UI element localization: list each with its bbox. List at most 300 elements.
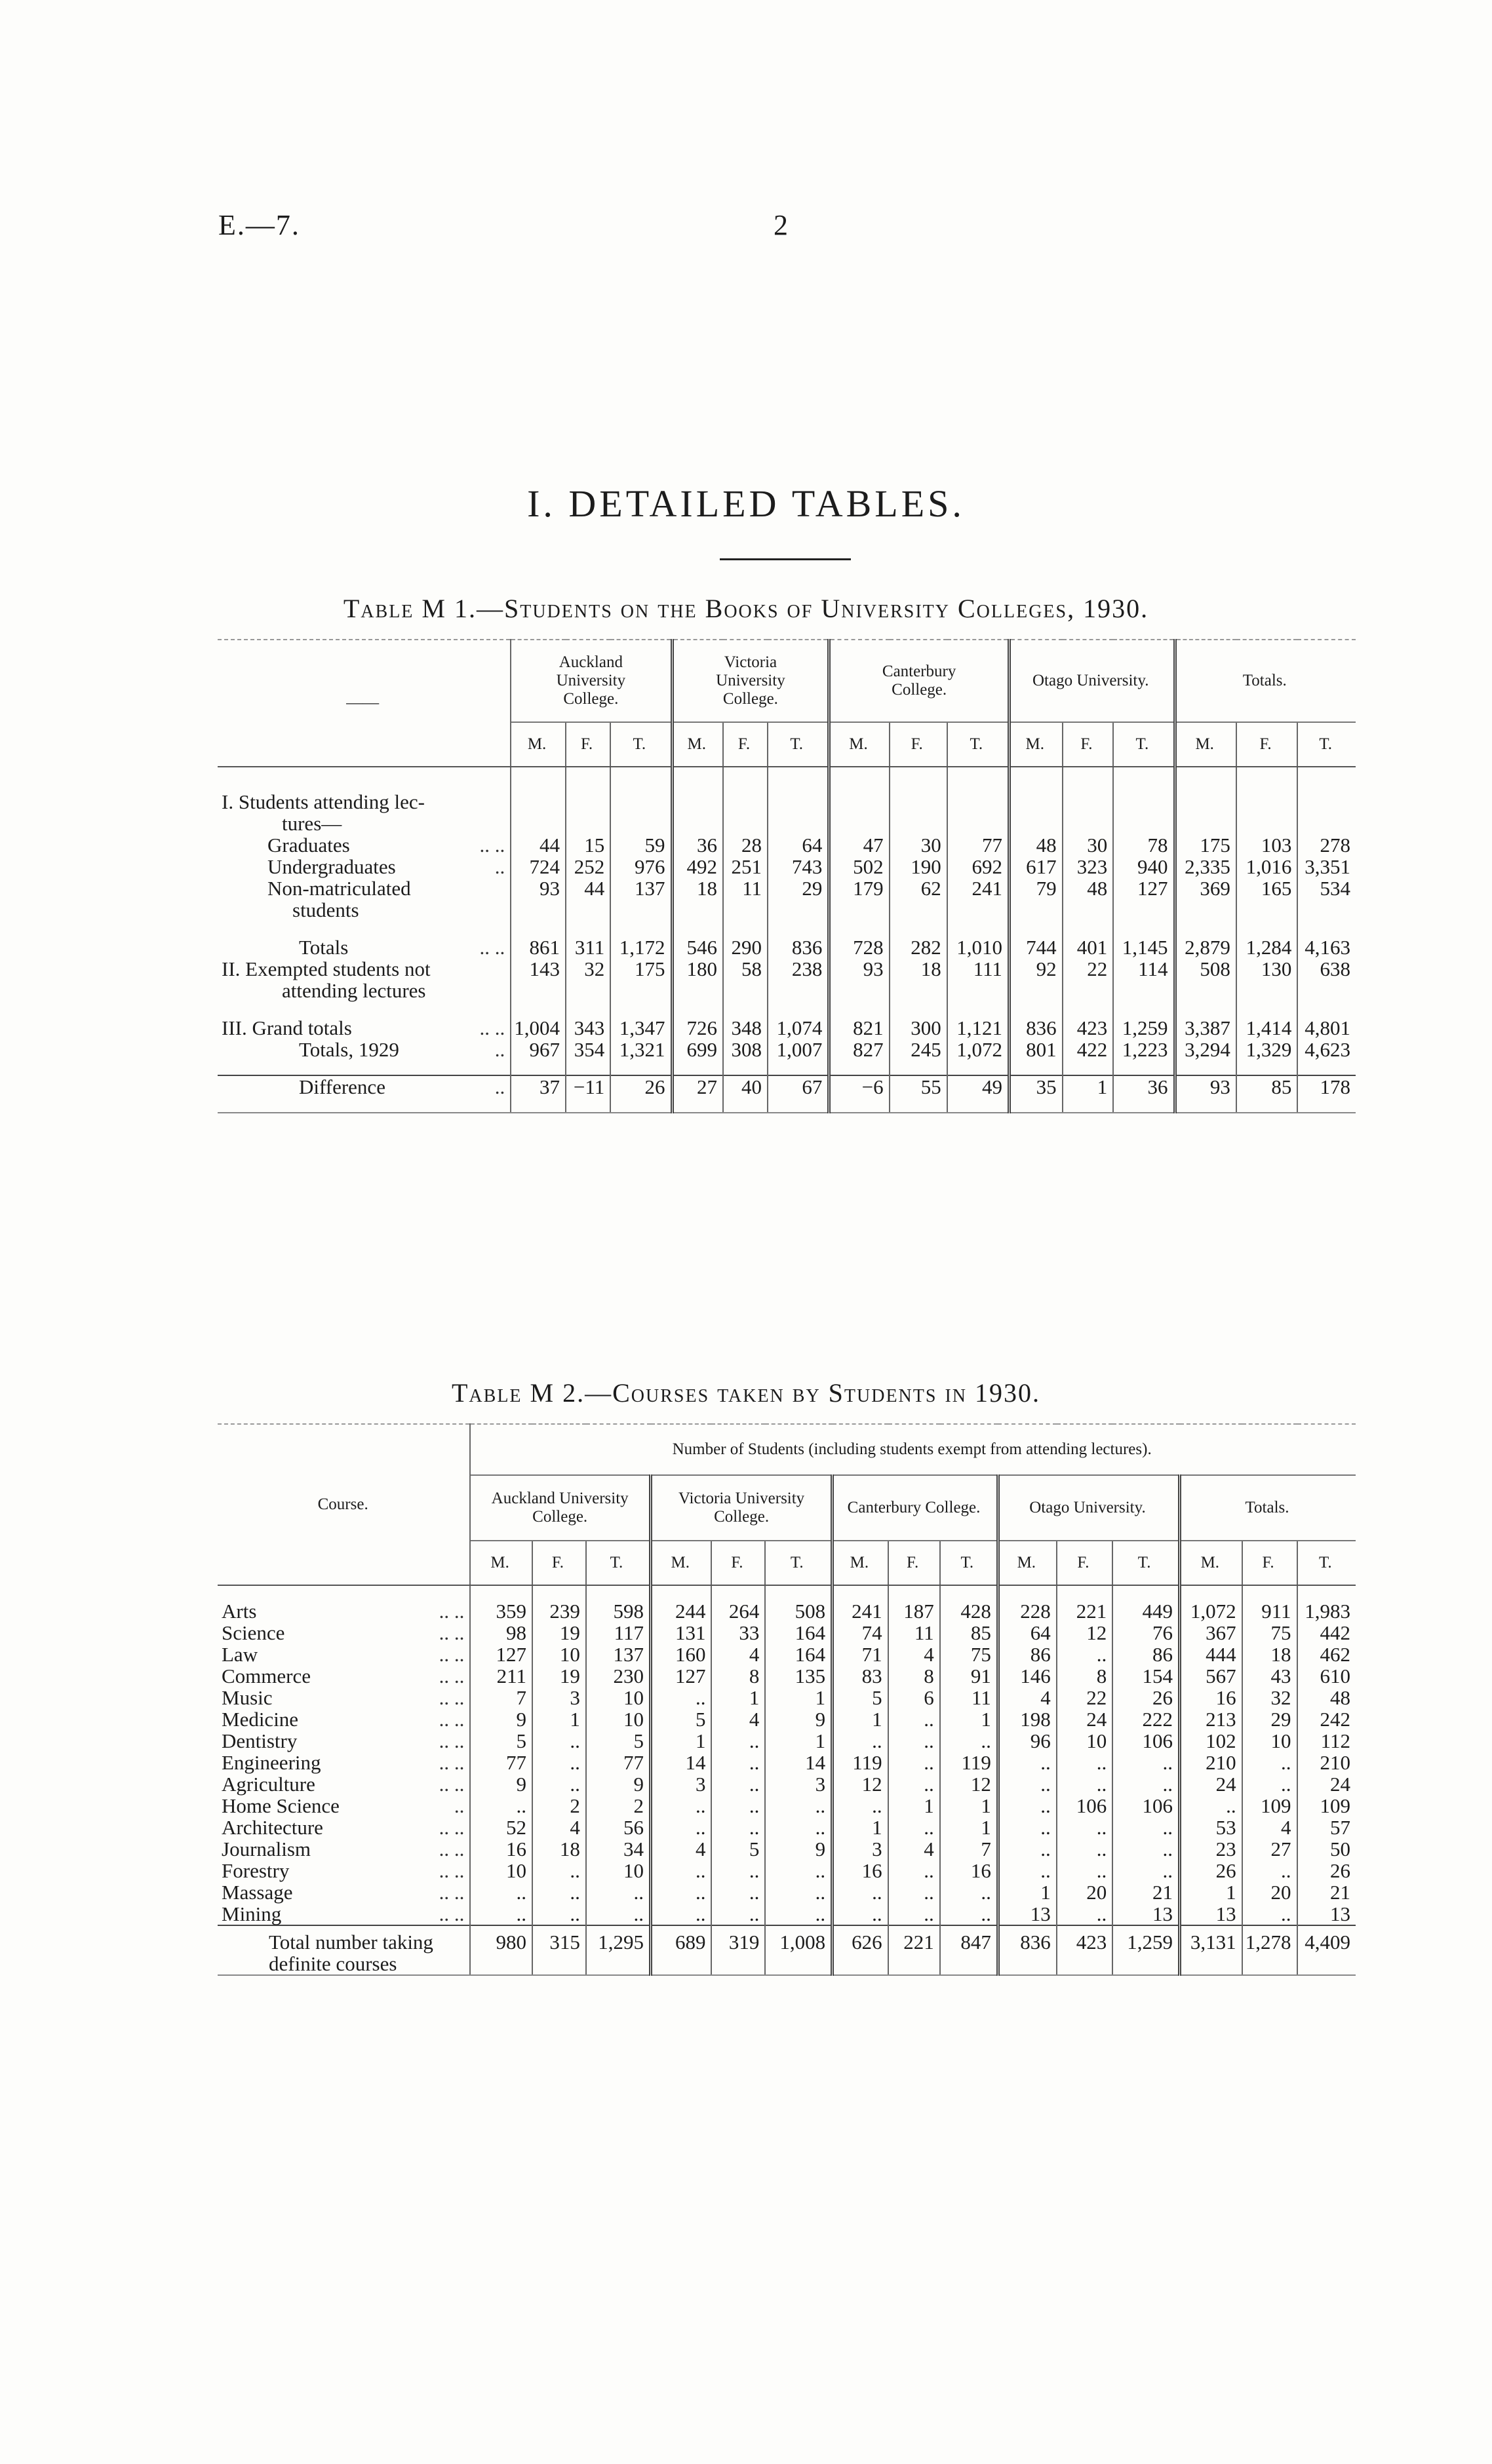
spacer-row bbox=[218, 1098, 1356, 1113]
cell-value: 29 bbox=[768, 877, 829, 921]
cell-value: 146 bbox=[998, 1665, 1056, 1687]
spacer-cell bbox=[511, 1060, 566, 1075]
spacer-cell bbox=[566, 921, 610, 936]
cell-value: 48 bbox=[1330, 1686, 1350, 1709]
table2-subheader-f: F. bbox=[1242, 1541, 1297, 1585]
spacer-cell bbox=[1297, 1060, 1356, 1075]
cell-value: 75 bbox=[940, 1644, 998, 1665]
cell-value: 7 bbox=[470, 1687, 532, 1708]
cell-value: 4 bbox=[888, 1644, 940, 1665]
table-row bbox=[218, 856, 1356, 877]
spacer-cell bbox=[586, 1585, 651, 1600]
cell-value: .. bbox=[888, 1860, 940, 1881]
row-label bbox=[218, 791, 511, 834]
spacer-cell bbox=[1063, 1001, 1114, 1017]
cell-value: 10 bbox=[586, 1708, 651, 1730]
cell-value: 164 bbox=[765, 1622, 832, 1644]
spacer-cell bbox=[1009, 1098, 1062, 1113]
cell-value: 48 bbox=[1009, 834, 1062, 856]
cell-value: 1,072 bbox=[947, 1039, 1010, 1060]
table2-span-header: Number of Students (including students exempt from attending lectures). bbox=[470, 1424, 1356, 1475]
cell-value: 178 bbox=[1297, 1075, 1356, 1098]
cell-value: .. bbox=[711, 1817, 765, 1838]
cell-value: 9 bbox=[586, 1773, 651, 1795]
cell-value bbox=[723, 791, 768, 834]
cell-value: 32 bbox=[566, 958, 610, 1001]
table1-subheader-m: M. bbox=[1009, 722, 1062, 767]
cell-value: 190 bbox=[890, 856, 947, 877]
spacer-row bbox=[218, 1585, 1356, 1600]
cell-value: 546 bbox=[672, 936, 723, 958]
spacer-cell bbox=[566, 1098, 610, 1113]
table1-group-auckland: Auckland University College. bbox=[511, 640, 672, 722]
cell-value: 26 bbox=[610, 1075, 672, 1098]
cell-value: .. bbox=[1057, 1773, 1113, 1795]
cell-value bbox=[672, 791, 723, 834]
cell-value: 598 bbox=[586, 1600, 651, 1622]
cell-value: 4 bbox=[711, 1708, 765, 1730]
row-label bbox=[218, 1665, 470, 1687]
table1-subheader-f: F. bbox=[1063, 722, 1114, 767]
leader-dots: .. bbox=[494, 855, 505, 878]
cell-value: 76 bbox=[1112, 1622, 1179, 1644]
cell-value: .. bbox=[470, 1903, 532, 1925]
leader-dots: .. .. bbox=[479, 936, 505, 959]
cell-value: .. bbox=[998, 1795, 1056, 1817]
spacer-cell bbox=[1063, 1098, 1114, 1113]
row-label-text: Non-matriculated bbox=[267, 877, 411, 900]
cell-value: .. bbox=[998, 1838, 1056, 1860]
cell-value: .. bbox=[1112, 1817, 1179, 1838]
row-label-text: Undergraduates bbox=[267, 855, 396, 878]
cell-value: .. bbox=[765, 1881, 832, 1903]
spacer-cell bbox=[511, 1098, 566, 1113]
table2-subheader-f: F. bbox=[888, 1541, 940, 1585]
cell-value: 1,008 bbox=[765, 1925, 832, 1975]
cell-value: 79 bbox=[1009, 877, 1062, 921]
spacer-cell bbox=[768, 921, 829, 936]
cell-value: 53 bbox=[1180, 1817, 1242, 1838]
cell-value: 43 bbox=[1242, 1665, 1297, 1687]
cell-value: .. bbox=[998, 1773, 1056, 1795]
row-label bbox=[218, 1752, 470, 1773]
spacer-cell bbox=[218, 1585, 470, 1600]
spacer-cell bbox=[651, 1585, 712, 1600]
cell-value: 8 bbox=[711, 1665, 765, 1687]
leader-dots: .. .. bbox=[479, 834, 505, 857]
cell-value: 1,259 bbox=[1112, 1925, 1179, 1975]
page-number: 2 bbox=[774, 209, 788, 241]
table1-subheader-f: F. bbox=[723, 722, 768, 767]
spacer-cell bbox=[1175, 1060, 1236, 1075]
cell-value: 109 bbox=[1320, 1794, 1350, 1817]
row-label bbox=[218, 1817, 470, 1838]
cell-value: 442 bbox=[1320, 1621, 1350, 1644]
spacer-cell bbox=[829, 1098, 890, 1113]
row-label-text: Medicine bbox=[222, 1708, 299, 1731]
table-row bbox=[218, 1903, 1356, 1925]
cell-value: 10 bbox=[532, 1644, 586, 1665]
cell-value: 77 bbox=[586, 1752, 651, 1773]
cell-value: 423 bbox=[1057, 1925, 1113, 1975]
table-row bbox=[218, 1817, 1356, 1838]
cell-value bbox=[768, 791, 829, 834]
spacer-cell bbox=[1063, 767, 1114, 791]
spacer-cell bbox=[672, 1001, 723, 1017]
cell-value: 98 bbox=[470, 1622, 532, 1644]
spacer-cell bbox=[890, 767, 947, 791]
spacer-cell bbox=[672, 921, 723, 936]
cell-value: 422 bbox=[1063, 1039, 1114, 1060]
cell-value: 2,335 bbox=[1175, 856, 1236, 877]
table1-group-canterbury: Canterbury College. bbox=[829, 640, 1010, 722]
table2-group-otago: Otago University. bbox=[998, 1475, 1179, 1541]
cell-value: 13 bbox=[1180, 1903, 1242, 1925]
leader-dots: .. .. bbox=[439, 1816, 465, 1839]
spacer-cell bbox=[711, 1585, 765, 1600]
spacer-cell bbox=[1175, 767, 1236, 791]
leader-dots: .. bbox=[454, 1794, 465, 1817]
cell-value: 114 bbox=[1113, 958, 1175, 1001]
table1-title-text: —Students on the Books of University Colleges, 1930. bbox=[476, 594, 1149, 623]
cell-value: 1 bbox=[765, 1730, 832, 1752]
cell-value: 93 bbox=[511, 877, 566, 921]
cell-value: 9 bbox=[470, 1773, 532, 1795]
cell-value: 117 bbox=[586, 1622, 651, 1644]
row-label bbox=[218, 1795, 470, 1817]
cell-value: 21 bbox=[1330, 1881, 1350, 1904]
row-label-text: Graduates bbox=[267, 834, 350, 857]
cell-value: 1 bbox=[711, 1687, 765, 1708]
table2-subheader-t: T. bbox=[586, 1541, 651, 1585]
cell-value: .. bbox=[651, 1687, 712, 1708]
cell-value: 9 bbox=[765, 1708, 832, 1730]
cell-value: 27 bbox=[672, 1075, 723, 1098]
cell-value: 62 bbox=[890, 877, 947, 921]
cell-value: .. bbox=[1180, 1795, 1242, 1817]
cell-value: .. bbox=[1057, 1817, 1113, 1838]
cell-value: 6 bbox=[888, 1687, 940, 1708]
cell-value: 241 bbox=[833, 1600, 888, 1622]
cell-value: 16 bbox=[470, 1838, 532, 1860]
leader-dots: .. .. bbox=[439, 1686, 465, 1709]
cell-value: 12 bbox=[833, 1773, 888, 1795]
cell-value: 44 bbox=[566, 877, 610, 921]
row-label bbox=[218, 1925, 470, 1975]
cell-value: 47 bbox=[829, 834, 890, 856]
cell-value: 23 bbox=[1180, 1838, 1242, 1860]
spacer-cell bbox=[1180, 1585, 1242, 1600]
spacer-cell bbox=[218, 921, 511, 936]
page-reference: E.—7. bbox=[218, 209, 300, 241]
table2-subheader-m: M. bbox=[470, 1541, 532, 1585]
cell-value: 10 bbox=[586, 1687, 651, 1708]
cell-value: 28 bbox=[723, 834, 768, 856]
table2-subheader-m: M. bbox=[998, 1541, 1056, 1585]
spacer-cell bbox=[940, 1585, 998, 1600]
cell-value: 744 bbox=[1009, 936, 1062, 958]
spacer-cell bbox=[998, 1585, 1056, 1600]
leader-dots: .. .. bbox=[439, 1859, 465, 1882]
cell-value: .. bbox=[1112, 1838, 1179, 1860]
cell-value: 127 bbox=[470, 1644, 532, 1665]
table1-subheader-m: M. bbox=[672, 722, 723, 767]
spacer-cell bbox=[947, 1098, 1010, 1113]
spacer-cell bbox=[1236, 1098, 1298, 1113]
table-row bbox=[218, 958, 1356, 1001]
title-rule bbox=[720, 558, 851, 560]
cell-value bbox=[511, 791, 566, 834]
row-label-text: I. Students attending lec- bbox=[222, 790, 425, 813]
cell-value: 67 bbox=[768, 1075, 829, 1098]
cell-value: 59 bbox=[610, 834, 672, 856]
cell-value: 1,074 bbox=[768, 1017, 829, 1039]
cell-value: 278 bbox=[1320, 834, 1350, 857]
spacer-cell bbox=[723, 1001, 768, 1017]
cell-value: 847 bbox=[940, 1925, 998, 1975]
cell-value: 109 bbox=[1242, 1795, 1297, 1817]
cell-value: 724 bbox=[511, 856, 566, 877]
cell-value: 1,072 bbox=[1180, 1600, 1242, 1622]
table1-body bbox=[218, 767, 1356, 1113]
cell-value: 239 bbox=[532, 1600, 586, 1622]
row-label-text: Mining bbox=[222, 1902, 282, 1925]
cell-value: −11 bbox=[566, 1075, 610, 1098]
row-label bbox=[218, 936, 511, 958]
row-label bbox=[218, 1644, 470, 1665]
spacer-cell bbox=[833, 1585, 888, 1600]
cell-value: 5 bbox=[833, 1687, 888, 1708]
cell-value: 44 bbox=[511, 834, 566, 856]
row-label-continuation: attending lectures bbox=[282, 979, 426, 1002]
total-row bbox=[218, 1925, 1356, 1975]
cell-value: .. bbox=[711, 1860, 765, 1881]
cell-value: 111 bbox=[947, 958, 1010, 1001]
table2-body bbox=[218, 1585, 1356, 1975]
cell-value: .. bbox=[940, 1730, 998, 1752]
cell-value: 18 bbox=[672, 877, 723, 921]
row-label-text: III. Grand totals bbox=[222, 1016, 352, 1039]
cell-value: 198 bbox=[998, 1708, 1056, 1730]
cell-value: 180 bbox=[672, 958, 723, 1001]
cell-value: 213 bbox=[1180, 1708, 1242, 1730]
cell-value bbox=[566, 791, 610, 834]
row-label-text: Difference bbox=[299, 1075, 385, 1098]
cell-value: 1,121 bbox=[947, 1017, 1010, 1039]
spacer-cell bbox=[1113, 921, 1175, 936]
cell-value: 106 bbox=[1112, 1795, 1179, 1817]
cell-value: 77 bbox=[947, 834, 1010, 856]
cell-value: 492 bbox=[672, 856, 723, 877]
main-title: I. DETAILED TABLES. bbox=[527, 482, 965, 525]
spacer-cell bbox=[1063, 1060, 1114, 1075]
cell-value: 2 bbox=[532, 1795, 586, 1817]
cell-value: 20 bbox=[1242, 1881, 1297, 1903]
cell-value: .. bbox=[940, 1881, 998, 1903]
cell-value: 92 bbox=[1009, 958, 1062, 1001]
cell-value: 187 bbox=[888, 1600, 940, 1622]
table1-subheader-t: T. bbox=[768, 722, 829, 767]
cell-value: 1 bbox=[651, 1730, 712, 1752]
cell-value: .. bbox=[998, 1817, 1056, 1838]
cell-value: .. bbox=[711, 1773, 765, 1795]
cell-value: .. bbox=[888, 1752, 940, 1773]
leader-dots: .. .. bbox=[439, 1773, 465, 1796]
cell-value: 311 bbox=[566, 936, 610, 958]
cell-value: 91 bbox=[940, 1665, 998, 1687]
leader-dots: .. .. bbox=[439, 1665, 465, 1687]
cell-value: .. bbox=[470, 1795, 532, 1817]
cell-value: 35 bbox=[1009, 1075, 1062, 1098]
cell-value: .. bbox=[765, 1795, 832, 1817]
cell-value: 16 bbox=[940, 1860, 998, 1881]
spacer-cell bbox=[566, 767, 610, 791]
cell-value: .. bbox=[888, 1903, 940, 1925]
cell-value bbox=[610, 791, 672, 834]
row-label bbox=[218, 1687, 470, 1708]
leader-dots: .. bbox=[494, 1075, 505, 1098]
cell-value: 1,223 bbox=[1113, 1039, 1175, 1060]
cell-value: 78 bbox=[1113, 834, 1175, 856]
cell-value: 18 bbox=[890, 958, 947, 1001]
cell-value: 1 bbox=[833, 1817, 888, 1838]
cell-value: 359 bbox=[470, 1600, 532, 1622]
cell-value: 911 bbox=[1242, 1600, 1297, 1622]
spacer-cell bbox=[1009, 1001, 1062, 1017]
cell-value: 221 bbox=[888, 1925, 940, 1975]
cell-value: 160 bbox=[651, 1644, 712, 1665]
cell-value: 1,329 bbox=[1236, 1039, 1298, 1060]
cell-value: .. bbox=[586, 1903, 651, 1925]
cell-value: 22 bbox=[1063, 958, 1114, 1001]
cell-value: 96 bbox=[998, 1730, 1056, 1752]
leader-dots: .. .. bbox=[439, 1708, 465, 1731]
cell-value: 5 bbox=[470, 1730, 532, 1752]
row-label-text: Agriculture bbox=[222, 1773, 315, 1796]
cell-value: 102 bbox=[1180, 1730, 1242, 1752]
table1-title bbox=[0, 593, 1492, 624]
cell-value: 3 bbox=[765, 1773, 832, 1795]
cell-value bbox=[890, 791, 947, 834]
cell-value: 3 bbox=[532, 1687, 586, 1708]
cell-value: 27 bbox=[1242, 1838, 1297, 1860]
cell-value: 13 bbox=[1112, 1903, 1179, 1925]
cell-value: 71 bbox=[833, 1644, 888, 1665]
cell-value: 36 bbox=[672, 834, 723, 856]
spacer-row bbox=[218, 921, 1356, 936]
row-label-text: Totals, 1929 bbox=[299, 1038, 399, 1061]
cell-value: 119 bbox=[940, 1752, 998, 1773]
spacer-cell bbox=[511, 921, 566, 936]
cell-value: .. bbox=[833, 1903, 888, 1925]
cell-value: 10 bbox=[1057, 1730, 1113, 1752]
row-label bbox=[218, 1039, 511, 1060]
table2-title-prefix: Table M 2. bbox=[451, 1378, 585, 1408]
cell-value: 14 bbox=[765, 1752, 832, 1773]
cell-value: 3 bbox=[833, 1838, 888, 1860]
table-row bbox=[218, 1708, 1356, 1730]
cell-value: .. bbox=[888, 1773, 940, 1795]
cell-value: .. bbox=[1242, 1860, 1297, 1881]
spacer-cell bbox=[672, 767, 723, 791]
row-label bbox=[218, 1881, 470, 1903]
cell-value: 24 bbox=[1330, 1773, 1350, 1796]
spacer-cell bbox=[1113, 1001, 1175, 1017]
cell-value: 93 bbox=[1175, 1075, 1236, 1098]
spacer-cell bbox=[723, 1060, 768, 1075]
table1-subheader-m: M. bbox=[511, 722, 566, 767]
cell-value: .. bbox=[765, 1860, 832, 1881]
table-row bbox=[218, 1017, 1356, 1039]
spacer-cell bbox=[1113, 1098, 1175, 1113]
cell-value: 210 bbox=[1180, 1752, 1242, 1773]
leader-dots: .. .. bbox=[439, 1881, 465, 1904]
cell-value: .. bbox=[998, 1752, 1056, 1773]
cell-value: .. bbox=[711, 1795, 765, 1817]
spacer-cell bbox=[890, 1001, 947, 1017]
cell-value: 32 bbox=[1242, 1687, 1297, 1708]
cell-value: 22 bbox=[1057, 1687, 1113, 1708]
spacer-cell bbox=[1009, 1060, 1062, 1075]
cell-value: 164 bbox=[765, 1644, 832, 1665]
cell-value: 85 bbox=[940, 1622, 998, 1644]
cell-value: 230 bbox=[586, 1665, 651, 1687]
table-row bbox=[218, 1644, 1356, 1665]
spacer-cell bbox=[1175, 1098, 1236, 1113]
spacer-cell bbox=[768, 767, 829, 791]
cell-value: 252 bbox=[566, 856, 610, 877]
cell-value: 228 bbox=[998, 1600, 1056, 1622]
cell-value: 264 bbox=[711, 1600, 765, 1622]
spacer-cell bbox=[1297, 921, 1356, 936]
cell-value: 11 bbox=[723, 877, 768, 921]
cell-value: 1,172 bbox=[610, 936, 672, 958]
leader-dots: .. .. bbox=[439, 1600, 465, 1623]
cell-value: 1,145 bbox=[1113, 936, 1175, 958]
cell-value: 24 bbox=[1057, 1708, 1113, 1730]
cell-value: .. bbox=[940, 1903, 998, 1925]
cell-value: 26 bbox=[1112, 1687, 1179, 1708]
row-label-text: Science bbox=[222, 1621, 285, 1644]
spacer-cell bbox=[1175, 1001, 1236, 1017]
cell-value: 130 bbox=[1236, 958, 1298, 1001]
spacer-cell bbox=[1057, 1585, 1113, 1600]
cell-value: 1 bbox=[1180, 1881, 1242, 1903]
cell-value: 343 bbox=[566, 1017, 610, 1039]
table2-subheader-m: M. bbox=[833, 1541, 888, 1585]
cell-value bbox=[1009, 791, 1062, 834]
cell-value: 210 bbox=[1320, 1751, 1350, 1774]
cell-value: 93 bbox=[829, 958, 890, 1001]
row-label bbox=[218, 1773, 470, 1795]
cell-value: 940 bbox=[1113, 856, 1175, 877]
table1-subheader-t: T. bbox=[1113, 722, 1175, 767]
table-row bbox=[218, 791, 1356, 834]
table2-group-auckland: Auckland University College. bbox=[470, 1475, 650, 1541]
cell-value: 449 bbox=[1112, 1600, 1179, 1622]
spacer-cell bbox=[511, 767, 566, 791]
cell-value: 4,623 bbox=[1305, 1038, 1350, 1061]
cell-value: 143 bbox=[511, 958, 566, 1001]
cell-value: .. bbox=[888, 1881, 940, 1903]
cell-value: 689 bbox=[651, 1925, 712, 1975]
cell-value: 423 bbox=[1063, 1017, 1114, 1039]
cell-value: 86 bbox=[1112, 1644, 1179, 1665]
cell-value: 242 bbox=[1320, 1708, 1350, 1731]
spacer-cell bbox=[566, 1060, 610, 1075]
spacer-cell bbox=[218, 1060, 511, 1075]
cell-value: −6 bbox=[829, 1075, 890, 1098]
